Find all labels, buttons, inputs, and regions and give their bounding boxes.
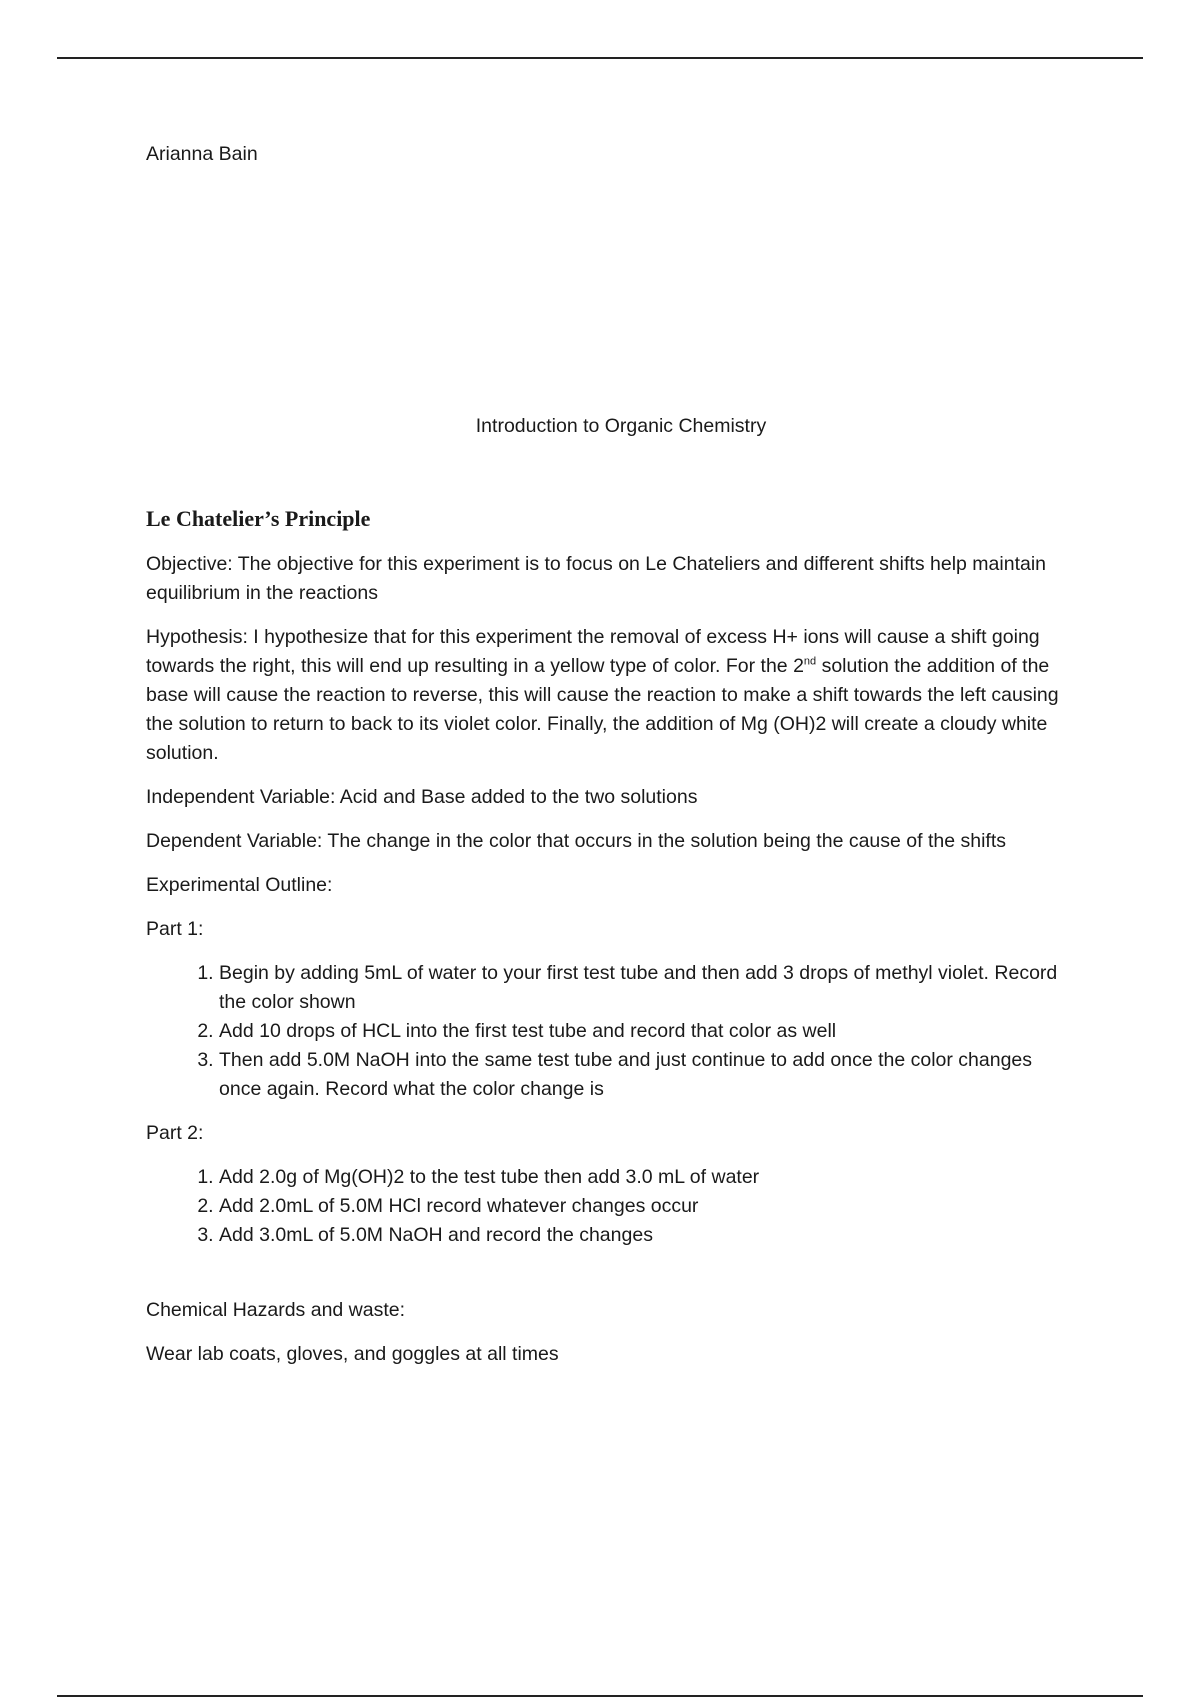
objective-paragraph: Objective: The objective for this experiment is to focus on Le Chateliers and different shifts help maintain equilibrium in the reactions [146, 553, 1047, 604]
hazards-text: Wear lab coats, gloves, and goggles at all times [146, 1343, 559, 1365]
top-rule [57, 57, 1143, 59]
list-item: 3. Then add 5.0M NaOH into the same test tube and just continue to add once the color changes once again. Record what the color change is [219, 1046, 1076, 1104]
list-item: 1. Add 2.0g of Mg(OH)2 to the test tube then add 3.0 mL of water [219, 1163, 1076, 1192]
document-page [146, 140, 1076, 1365]
independent-variable: Independent Variable: Acid and Base added to the two solutions [146, 786, 698, 808]
list-item: 2. Add 2.0mL of 5.0M HCl record whatever changes occur [219, 1192, 1076, 1221]
outline-label: Experimental Outline: [146, 874, 333, 896]
document-body [146, 550, 1076, 1384]
bottom-rule [57, 1695, 1143, 1697]
course-title: Introduction to Organic Chemistry [475, 415, 767, 437]
list-item: 2. Add 10 drops of HCL into the first test tube and record that color as well [219, 1017, 1076, 1046]
part2-steps [146, 1163, 1076, 1250]
list-item: 1. Begin by adding 5mL of water to your first test tube and then add 3 drops of methyl violet. Record the color shown [219, 959, 1076, 1017]
hazards-label: Chemical Hazards and waste: [146, 1299, 406, 1321]
document-title: Le Chatelier’s Principle [146, 506, 371, 531]
author-name: Arianna Bain [146, 143, 258, 165]
list-item: 3. Add 3.0mL of 5.0M NaOH and record the changes [219, 1221, 1076, 1250]
hypothesis-text-start: Hypothesis: I hypothesize that for this experiment the removal of excess H+ ions will cause a shift going towards the right, this will end up resulting in a yellow type of color. For the 2 [146, 626, 1040, 677]
dependent-variable: Dependent Variable: The change in the color that occurs in the solution being the cause of the shifts [146, 830, 1006, 852]
hypothesis-text-end: solution the addition of the base will cause the reaction to reverse, this will cause the reaction to make a shift towards the left causing the solution to return to back to its violet color. Finally, the addition of Mg (OH)2 will create a cloudy white solution. [146, 655, 1059, 764]
hypothesis-superscript: nd [803, 655, 817, 668]
part1-label: Part 1: [146, 918, 204, 940]
part1-steps [146, 959, 1076, 1104]
part2-label: Part 2: [146, 1122, 204, 1144]
hypothesis-paragraph [146, 623, 1076, 768]
